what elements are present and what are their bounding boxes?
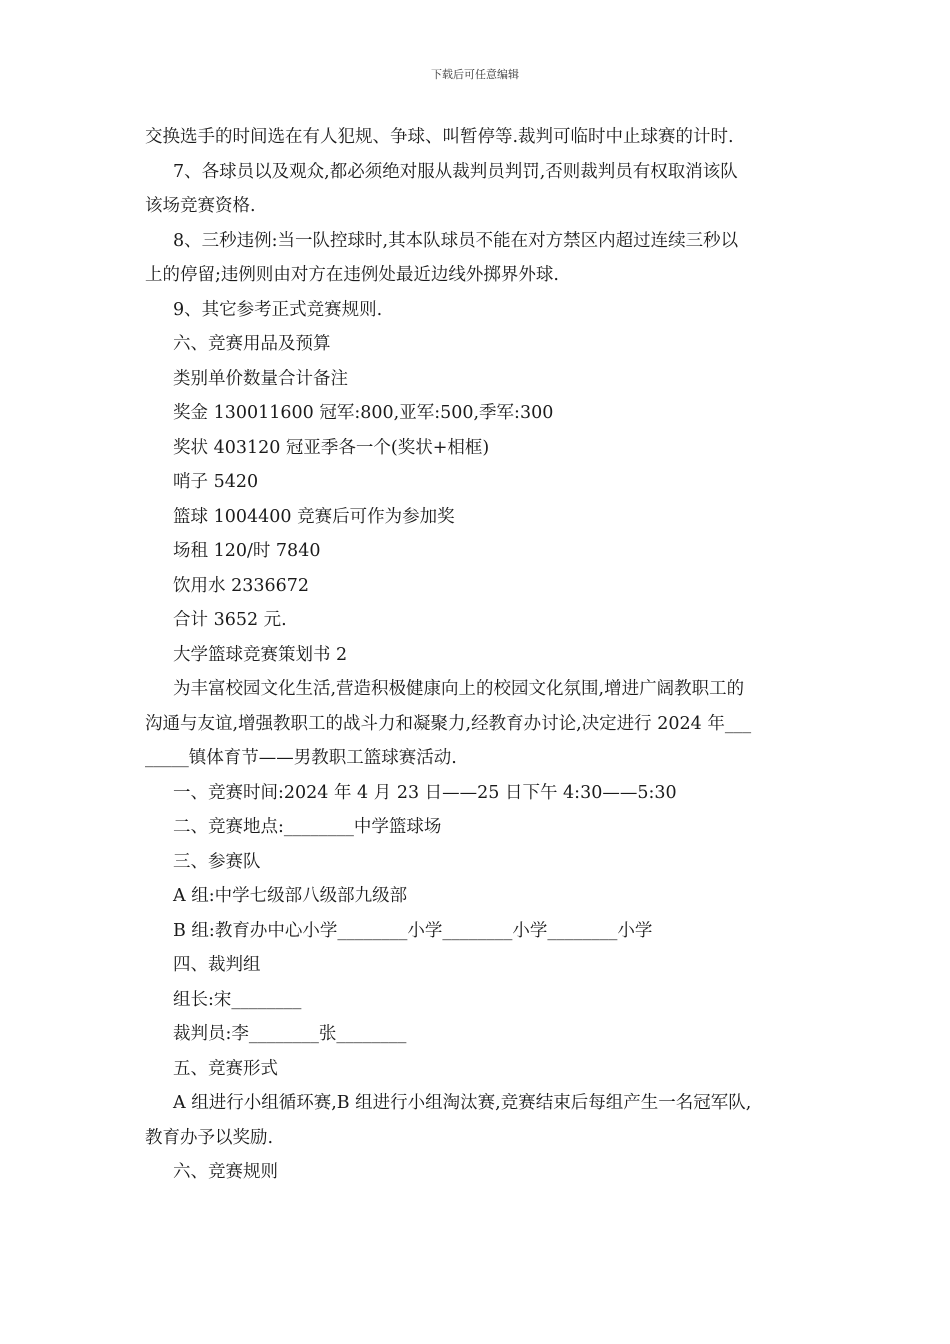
- text-line: 六、竞赛规则: [173, 1162, 278, 1182]
- text-line: 为丰富校园文化生活,营造积极健康向上的校园文化氛围,增进广阔教职工的: [173, 679, 745, 699]
- text-line: 上的停留;违例则由对方在违例处最近边线外掷界外球.: [145, 265, 559, 285]
- text-line: 裁判员:李________张________: [173, 1024, 407, 1044]
- text-line: 该场竞赛资格.: [145, 196, 256, 216]
- text-line: _____镇体育节——男教职工篮球赛活动.: [145, 748, 457, 768]
- text-line: 场租 120/时 7840: [173, 541, 321, 561]
- text-line: 奖金 130011600 冠军:800,亚军:500,季军:300: [173, 403, 554, 423]
- text-line: 篮球 1004400 竞赛后可作为参加奖: [173, 506, 455, 527]
- text-line: 奖状 403120 冠亚季各一个(奖状+相框): [173, 437, 490, 458]
- text-line: 交换选手的时间选在有人犯规、争球、叫暂停等.裁判可临时中止球赛的计时.: [145, 127, 734, 147]
- text-line: B 组:教育办中心小学________小学________小学________小学: [173, 920, 653, 941]
- text-line: 三、参赛队: [173, 851, 261, 872]
- text-line: 沟通与友谊,增强教职工的战斗力和凝聚力,经教育办讨论,决定进行 2024 年___: [145, 713, 752, 734]
- text-line: 五、竞赛形式: [173, 1058, 278, 1079]
- text-line: 9、其它参考正式竞赛规则.: [173, 299, 383, 320]
- document-body: [145, 120, 813, 1190]
- page-header: 下载后可任意编辑: [431, 68, 519, 81]
- text-line: 教育办予以奖励.: [145, 1127, 274, 1148]
- text-line: 二、竞赛地点:________中学篮球场: [173, 817, 442, 837]
- text-line: 类别单价数量合计备注: [173, 368, 348, 389]
- text-line: 合计 3652 元.: [173, 610, 287, 630]
- text-line: 8、三秒违例:当一队控球时,其本队球员不能在对方禁区内超过连续三秒以: [173, 230, 739, 251]
- text-line: 7、各球员以及观众,都必须绝对服从裁判员判罚,否则裁判员有权取消该队: [173, 161, 738, 182]
- text-line: 大学篮球竞赛策划书 2: [173, 644, 348, 665]
- text-line: 六、竞赛用品及预算: [173, 334, 331, 354]
- text-line: 组长:宋________: [173, 989, 302, 1010]
- text-line: 饮用水 2336672: [173, 575, 310, 596]
- text-line: 一、竞赛时间:2024 年 4 月 23 日——25 日下午 4:30——5:30: [173, 782, 677, 803]
- text-line: 四、裁判组: [173, 955, 261, 975]
- text-line: A 组进行小组循环赛,B 组进行小组淘汰赛,竞赛结束后每组产生一名冠军队,: [173, 1093, 752, 1113]
- text-line: 哨子 5420: [173, 472, 259, 492]
- text-line: A 组:中学七级部八级部九级部: [173, 886, 408, 906]
